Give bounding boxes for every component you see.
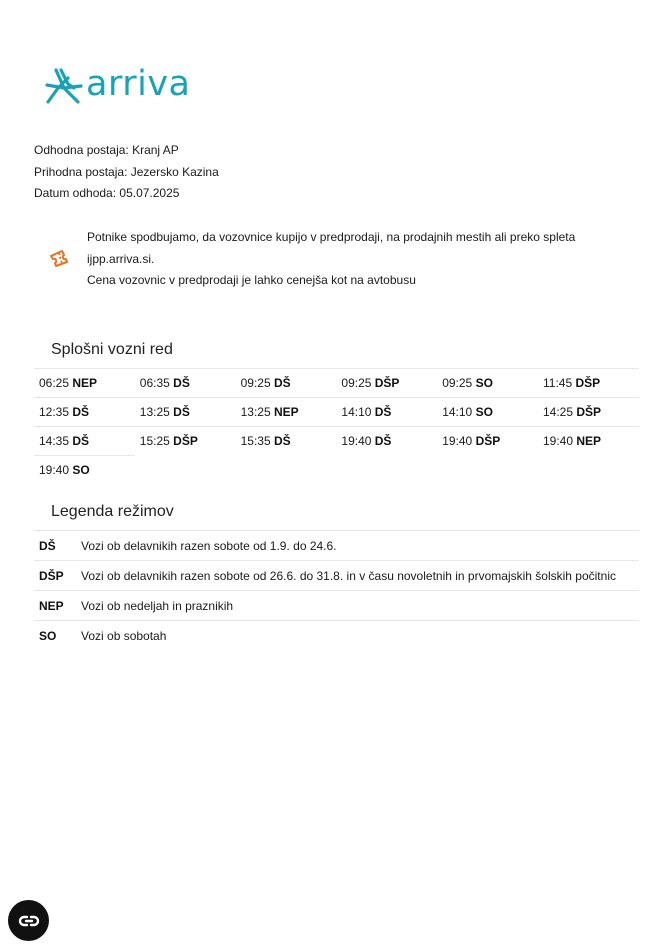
departure-time: 09:25 <box>442 376 473 390</box>
legend-description: Vozi ob sobotah <box>81 628 167 643</box>
departure-mode: NEP <box>273 405 299 419</box>
departure-mode: DŠP <box>173 434 198 448</box>
departure-cell <box>236 368 337 397</box>
link-icon <box>17 909 41 933</box>
departure-time: 09:25 <box>341 376 372 390</box>
departure-cell <box>34 455 135 484</box>
departure-mode: DŠP <box>576 405 602 419</box>
departure-mode: DŠ <box>273 376 291 390</box>
legend-code: NEP <box>39 598 64 613</box>
departure-mode: SO <box>72 463 90 477</box>
departure-cell <box>34 426 135 455</box>
schedule-row <box>34 397 639 426</box>
legend-code: DŠP <box>39 568 64 583</box>
departure-time: 13:25 <box>139 405 170 419</box>
departure-time: 15:25 <box>139 434 170 448</box>
departure-mode: SO <box>475 405 493 419</box>
arriva-star-icon <box>44 66 84 106</box>
departure-station: Odhodna postaja: Kranj AP <box>34 143 179 157</box>
legend-row <box>34 530 639 560</box>
departure-cell <box>336 368 437 397</box>
departure-mode: DŠ <box>374 434 392 448</box>
departure-mode: NEP <box>72 376 98 390</box>
departure-cell <box>34 368 135 397</box>
legend-code: DŠ <box>39 538 56 553</box>
notice-line-1: Potnike spodbujamo, da vozovnice kupijo v predprodaji, na prodajnih mestih ali preko spleta <box>87 230 576 244</box>
departure-time: 12:35 <box>39 405 70 419</box>
legend-row <box>34 560 639 590</box>
departure-cell <box>437 397 538 426</box>
departure-mode: SO <box>475 376 493 390</box>
departure-cell <box>538 368 639 397</box>
legend-title: Legenda režimov <box>51 503 174 520</box>
departure-mode: NEP <box>576 434 602 448</box>
departure-time: 14:25 <box>542 405 574 419</box>
departure-mode: DŠ <box>273 434 291 448</box>
departure-cell <box>538 426 639 455</box>
trip-info <box>34 140 219 205</box>
arriva-logo <box>44 66 191 106</box>
departure-time: 11:45 <box>542 376 573 390</box>
departure-cell <box>135 397 236 426</box>
brand-name: arriva <box>86 64 191 104</box>
legend-row <box>34 620 639 650</box>
departure-time: 06:35 <box>139 376 170 390</box>
notice-line-3: Cena vozovnic v predprodaji je lahko cenejša kot na avtobusu <box>87 273 416 287</box>
departure-time: 19:40 <box>341 434 372 448</box>
departure-mode: DŠP <box>374 376 400 390</box>
departure-mode: DŠ <box>72 405 90 419</box>
link-button[interactable] <box>8 900 49 941</box>
schedule-title: Splošni vozni red <box>51 341 173 358</box>
departure-cell <box>236 426 337 455</box>
departure-mode: DŠP <box>575 376 601 390</box>
departure-cell <box>135 368 236 397</box>
departure-time: 09:25 <box>240 376 271 390</box>
legend-list <box>34 530 639 650</box>
departure-time: 14:10 <box>341 405 372 419</box>
departure-time: 14:10 <box>442 405 473 419</box>
notice-line-2: ijpp.arriva.si. <box>87 251 155 266</box>
departure-cell <box>336 426 437 455</box>
departure-time: 15:35 <box>240 434 271 448</box>
legend-description: Vozi ob nedeljah in praznikih <box>81 598 234 613</box>
departure-time: 13:25 <box>240 405 271 419</box>
ticket-icon <box>48 247 70 269</box>
departure-cell <box>336 397 437 426</box>
schedule-row <box>34 426 639 455</box>
legend-row <box>34 590 639 620</box>
departure-time: 19:40 <box>39 463 70 477</box>
departure-mode: DŠ <box>72 434 90 448</box>
departure-date: Datum odhoda: 05.07.2025 <box>34 186 180 200</box>
departure-time: 06:25 <box>39 376 70 390</box>
departure-cell <box>538 397 639 426</box>
departure-cell <box>236 397 337 426</box>
departure-mode: DŠ <box>374 405 392 419</box>
schedule-grid <box>34 368 639 484</box>
departure-cell <box>437 368 538 397</box>
departure-time: 19:40 <box>542 434 574 448</box>
arrival-station: Prihodna postaja: Jezersko Kazina <box>34 164 219 179</box>
departure-cell <box>135 426 236 455</box>
legend-code: SO <box>39 628 57 643</box>
departure-time: 14:35 <box>39 434 70 448</box>
schedule-row <box>34 455 639 484</box>
departure-time: 19:40 <box>442 434 473 448</box>
legend-description: Vozi ob delavnikih razen sobote od 26.6. do 31.8. in v času novoletnih in prvomajskih šolskih počitnic <box>81 568 616 583</box>
departure-mode: DŠ <box>173 376 190 390</box>
departure-cell <box>34 397 135 426</box>
schedule-row <box>34 368 639 397</box>
departure-mode: DŠP <box>475 434 501 448</box>
departure-mode: DŠ <box>173 405 190 419</box>
legend-description: Vozi ob delavnikih razen sobote od 1.9. do 24.6. <box>81 538 337 553</box>
departure-cell <box>437 426 538 455</box>
